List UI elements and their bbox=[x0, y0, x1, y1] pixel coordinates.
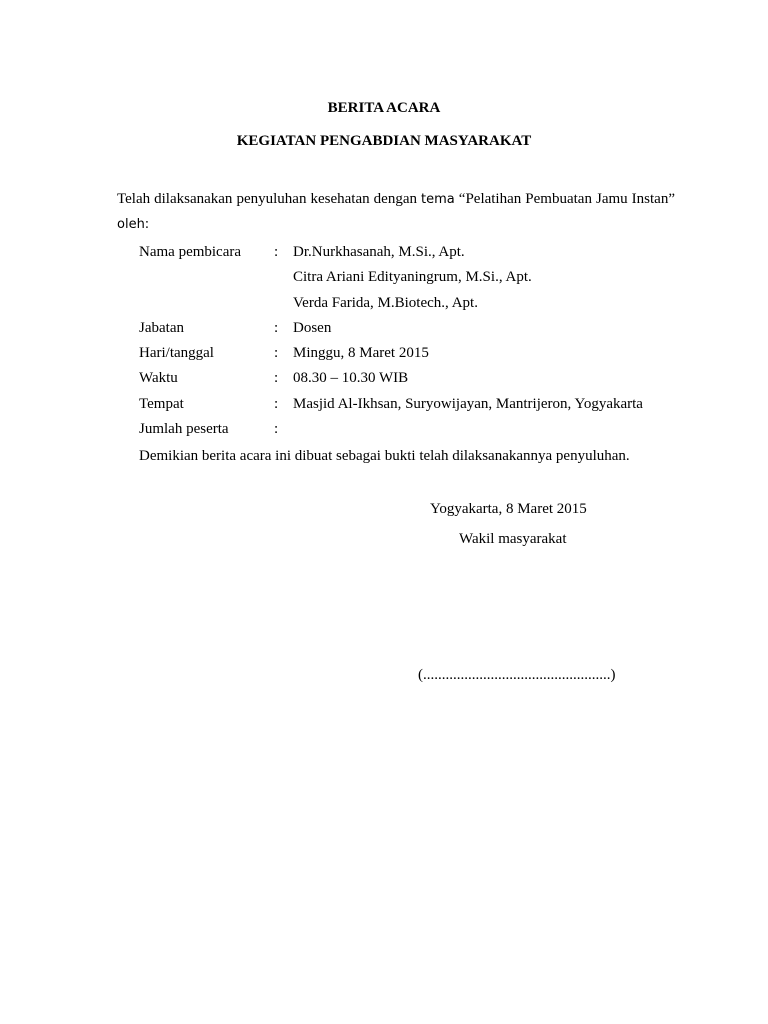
field-colon: : bbox=[274, 370, 279, 386]
intro-text-4: oleh: bbox=[117, 217, 150, 232]
field-label: Nama pembicara bbox=[139, 244, 242, 260]
field-row-speaker bbox=[0, 241, 768, 263]
field-colon: : bbox=[274, 244, 279, 260]
closing-paragraph: Demikian berita acara ini dibuat sebagai bukti telah dilaksanakannya penyuluhan. bbox=[139, 448, 630, 464]
field-row-place bbox=[0, 393, 768, 415]
field-row-participants bbox=[0, 418, 768, 440]
field-value: Minggu, 8 Maret 2015 bbox=[293, 345, 429, 361]
field-label: Tempat bbox=[139, 396, 184, 412]
field-value: Dosen bbox=[293, 320, 332, 336]
field-label: Jabatan bbox=[139, 320, 184, 336]
intro-text-1: Telah dilaksanakan penyuluhan kesehatan dengan bbox=[117, 191, 422, 207]
field-value: Masjid Al-Ikhsan, Suryowijayan, Mantrijeron, Yogyakarta bbox=[293, 396, 643, 412]
field-row-position bbox=[0, 317, 768, 339]
field-value: Verda Farida, M.Biotech., Apt. bbox=[293, 295, 478, 311]
field-row-speaker-3 bbox=[0, 292, 768, 314]
field-label: Waktu bbox=[139, 370, 178, 386]
document-subtitle: KEGIATAN PENGABDIAN MASYARAKAT bbox=[236, 133, 532, 149]
signature-blank-line: (..................................................) bbox=[418, 667, 616, 683]
field-label: Hari/tanggal bbox=[139, 345, 214, 361]
field-value: 08.30 – 10.30 WIB bbox=[293, 370, 409, 386]
field-colon: : bbox=[274, 396, 279, 412]
document-title: BERITA ACARA bbox=[327, 100, 441, 116]
field-colon: : bbox=[274, 320, 279, 336]
intro-text-2: tema bbox=[421, 192, 455, 207]
field-value: Dr.Nurkhasanah, M.Si., Apt. bbox=[293, 244, 465, 260]
field-row-date bbox=[0, 342, 768, 364]
signature-place-date: Yogyakarta, 8 Maret 2015 bbox=[430, 501, 587, 517]
field-colon: : bbox=[274, 345, 279, 361]
field-colon: : bbox=[274, 421, 279, 437]
signature-role: Wakil masyarakat bbox=[459, 531, 567, 547]
field-row-speaker-2 bbox=[0, 266, 768, 288]
field-label: Jumlah peserta bbox=[139, 421, 229, 437]
field-value: Citra Ariani Edityaningrum, M.Si., Apt. bbox=[293, 269, 532, 285]
intro-text-3: “Pelatihan Pembuatan Jamu Instan” bbox=[454, 191, 675, 207]
field-row-time bbox=[0, 367, 768, 389]
intro-paragraph bbox=[117, 187, 675, 237]
